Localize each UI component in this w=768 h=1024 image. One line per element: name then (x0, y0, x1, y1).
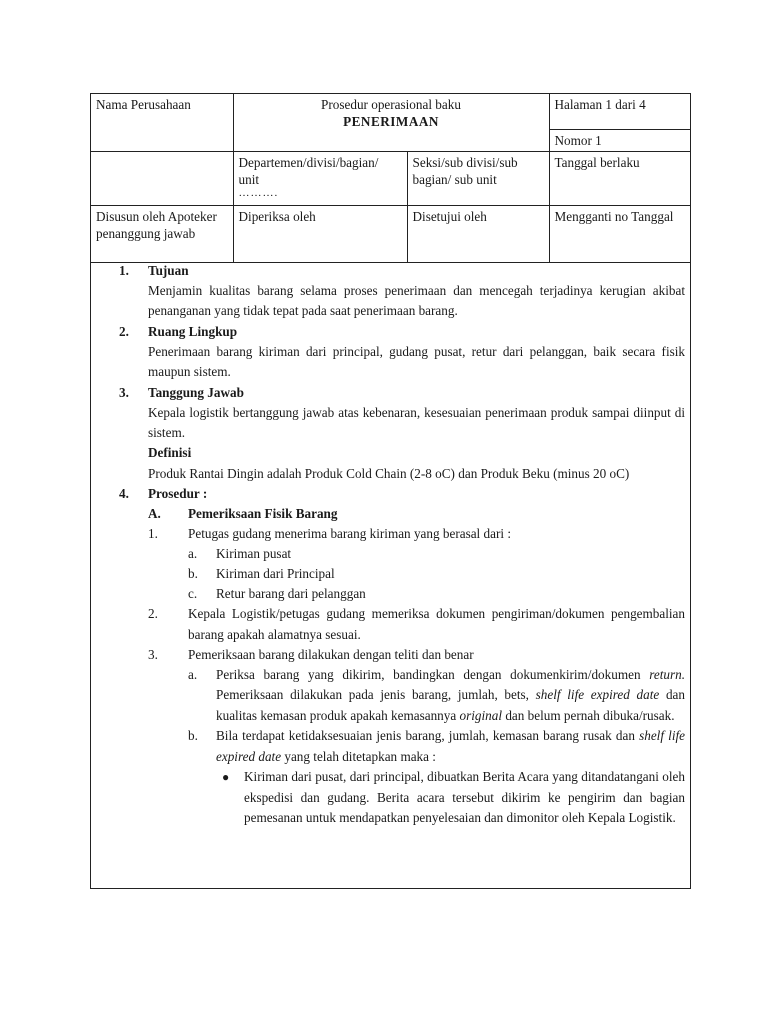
definition-text: Produk Rantai Dingin adalah Produk Cold Chain (2-8 oC) dan Produk Beku (minus 20 oC) (148, 465, 630, 481)
text-run: yang telah ditetapkan maka : (281, 748, 436, 764)
section-title: Prosedur : (148, 486, 208, 502)
number-cell (549, 129, 690, 151)
section-tujuan-text: Menjamin kualitas barang selama proses penerimaan dan mencegah terjadinya kerugian akibat penanganan yang tidak tepat pada saat penerimaan barang. (148, 283, 685, 319)
step-text: Petugas gudang menerima barang kiriman yang berasal dari : (188, 526, 511, 542)
item-text: Retur barang dari pelanggan (216, 586, 366, 602)
company-label: Nama Perusahaan (96, 97, 191, 112)
section-number: 3. (119, 384, 129, 400)
effective-date-cell (549, 151, 690, 205)
step-text: Kepala Logistik/petugas gudang memeriksa dokumen pengiriman/dokumen pengembalian barang apakah alamatnya sesuai. (188, 606, 685, 642)
sop-name: PENERIMAAN (343, 114, 439, 129)
dept-dots: ………. (238, 186, 279, 199)
sop-title-cell (233, 94, 549, 151)
bullet-text: Kiriman dari pusat, dari principal, dibuatkan Berita Acara yang ditandatangani oleh ekspedisi dan gudang. Berita acara tersebut dikirim ke pengirim dan bagian pemesanan untuk mendapatkan penyelesaian dan dimonitor oleh Kepala Logistik. (244, 769, 685, 825)
page-cell (549, 94, 690, 129)
dept-label: Departemen/divisi/bagian/ unit (238, 154, 379, 187)
item-letter: a. (188, 667, 198, 683)
checked-by-label: Diperiksa oleh (238, 208, 316, 224)
checked-by-cell (233, 205, 407, 262)
company-name-cell (91, 94, 233, 151)
sop-header-table (91, 94, 690, 263)
item-letter: c. (188, 586, 198, 602)
item-text: Kiriman dari Principal (216, 566, 335, 582)
section-title: Tanggung Jawab (148, 384, 244, 400)
step-3-item-b (91, 726, 690, 767)
sop-title: Prosedur operasional baku (321, 97, 461, 112)
section-number: 1. (119, 263, 129, 278)
step-1-item-b (91, 564, 690, 584)
italic-run: shelf life expired date (535, 687, 660, 703)
item-text (216, 726, 685, 767)
prepared-by-cell (91, 205, 233, 262)
text-run: Bila terdapat ketidaksesuaian jenis barang, jumlah, kemasan barang rusak dan (216, 728, 640, 744)
subsection-title: Pemeriksaan Fisik Barang (188, 506, 338, 522)
subsection-a-heading (91, 504, 690, 524)
definition-title: Definisi (148, 445, 192, 461)
item-text: Kiriman pusat (216, 546, 292, 562)
section-tanggung-jawab-text: Kepala logistik bertanggung jawab atas kebenaran, kesesuaian penerimaan produk sampai diinput di sistem. (148, 404, 685, 441)
sop-body (91, 261, 690, 828)
section-label: Seksi/sub divisi/sub bagian/ sub unit (412, 154, 518, 187)
italic-run: shelf life expired date (216, 728, 685, 764)
step-3-item-a (91, 665, 690, 726)
step-3 (91, 645, 690, 665)
step-1 (91, 524, 690, 544)
italic-run: return. (649, 667, 685, 683)
replaces-cell (549, 205, 690, 262)
section-number: 4. (119, 486, 129, 502)
section-tanggung-jawab-heading (91, 383, 690, 403)
item-text (216, 665, 685, 726)
text-run: dan belum pernah dibuka/rusak. (502, 707, 675, 723)
dept-cell (233, 151, 407, 205)
step-2 (91, 604, 690, 645)
effective-date-label: Tanggal berlaku (554, 154, 640, 170)
step-text: Pemeriksaan barang dilakukan dengan teliti dan benar (188, 647, 474, 663)
sop-document (90, 93, 691, 889)
section-ruang-lingkup-text: Penerimaan barang kiriman dari principal, gudang pusat, retur dari pelanggan, baik secara fisik maupun sistem. (148, 343, 685, 380)
italic-run: original (459, 707, 503, 723)
step-1-item-a (91, 544, 690, 564)
section-title: Tujuan (148, 263, 189, 278)
step-number: 2. (148, 606, 158, 622)
section-title: Ruang Lingkup (148, 323, 238, 339)
number-label: Nomor 1 (554, 132, 602, 148)
step-number: 3. (148, 647, 158, 663)
section-tujuan-heading (91, 261, 690, 281)
text-run: Periksa barang yang dikirim, bandingkan dengan dokumenkirim/dokumen (216, 667, 650, 683)
approved-by-label: Disetujui oleh (412, 208, 487, 224)
empty-cell (91, 151, 233, 205)
item-letter: a. (188, 546, 198, 562)
step-1-item-c (91, 584, 690, 604)
approved-by-cell (407, 205, 549, 262)
item-letter: b. (188, 566, 198, 582)
text-run: Pemeriksaan dilakukan pada jenis barang, jumlah, bets, (216, 687, 536, 703)
item-letter: b. (188, 728, 198, 744)
section-number: 2. (119, 323, 129, 339)
step-3b-bullet (91, 767, 690, 828)
section-ruang-lingkup-heading (91, 322, 690, 342)
prepared-by-label: Disusun oleh Apoteker penanggung jawab (96, 208, 217, 241)
replaces-label: Mengganti no Tanggal (554, 208, 674, 224)
subsection-number: A. (148, 506, 161, 522)
page-label: Halaman 1 dari 4 (554, 97, 646, 112)
text-run: dan kualitas kemasan produk apakah kemasannya (216, 687, 685, 723)
bullet-icon: ● (222, 770, 230, 785)
step-number: 1. (148, 526, 158, 542)
section-prosedur-heading (91, 484, 690, 504)
section-cell (407, 151, 549, 205)
